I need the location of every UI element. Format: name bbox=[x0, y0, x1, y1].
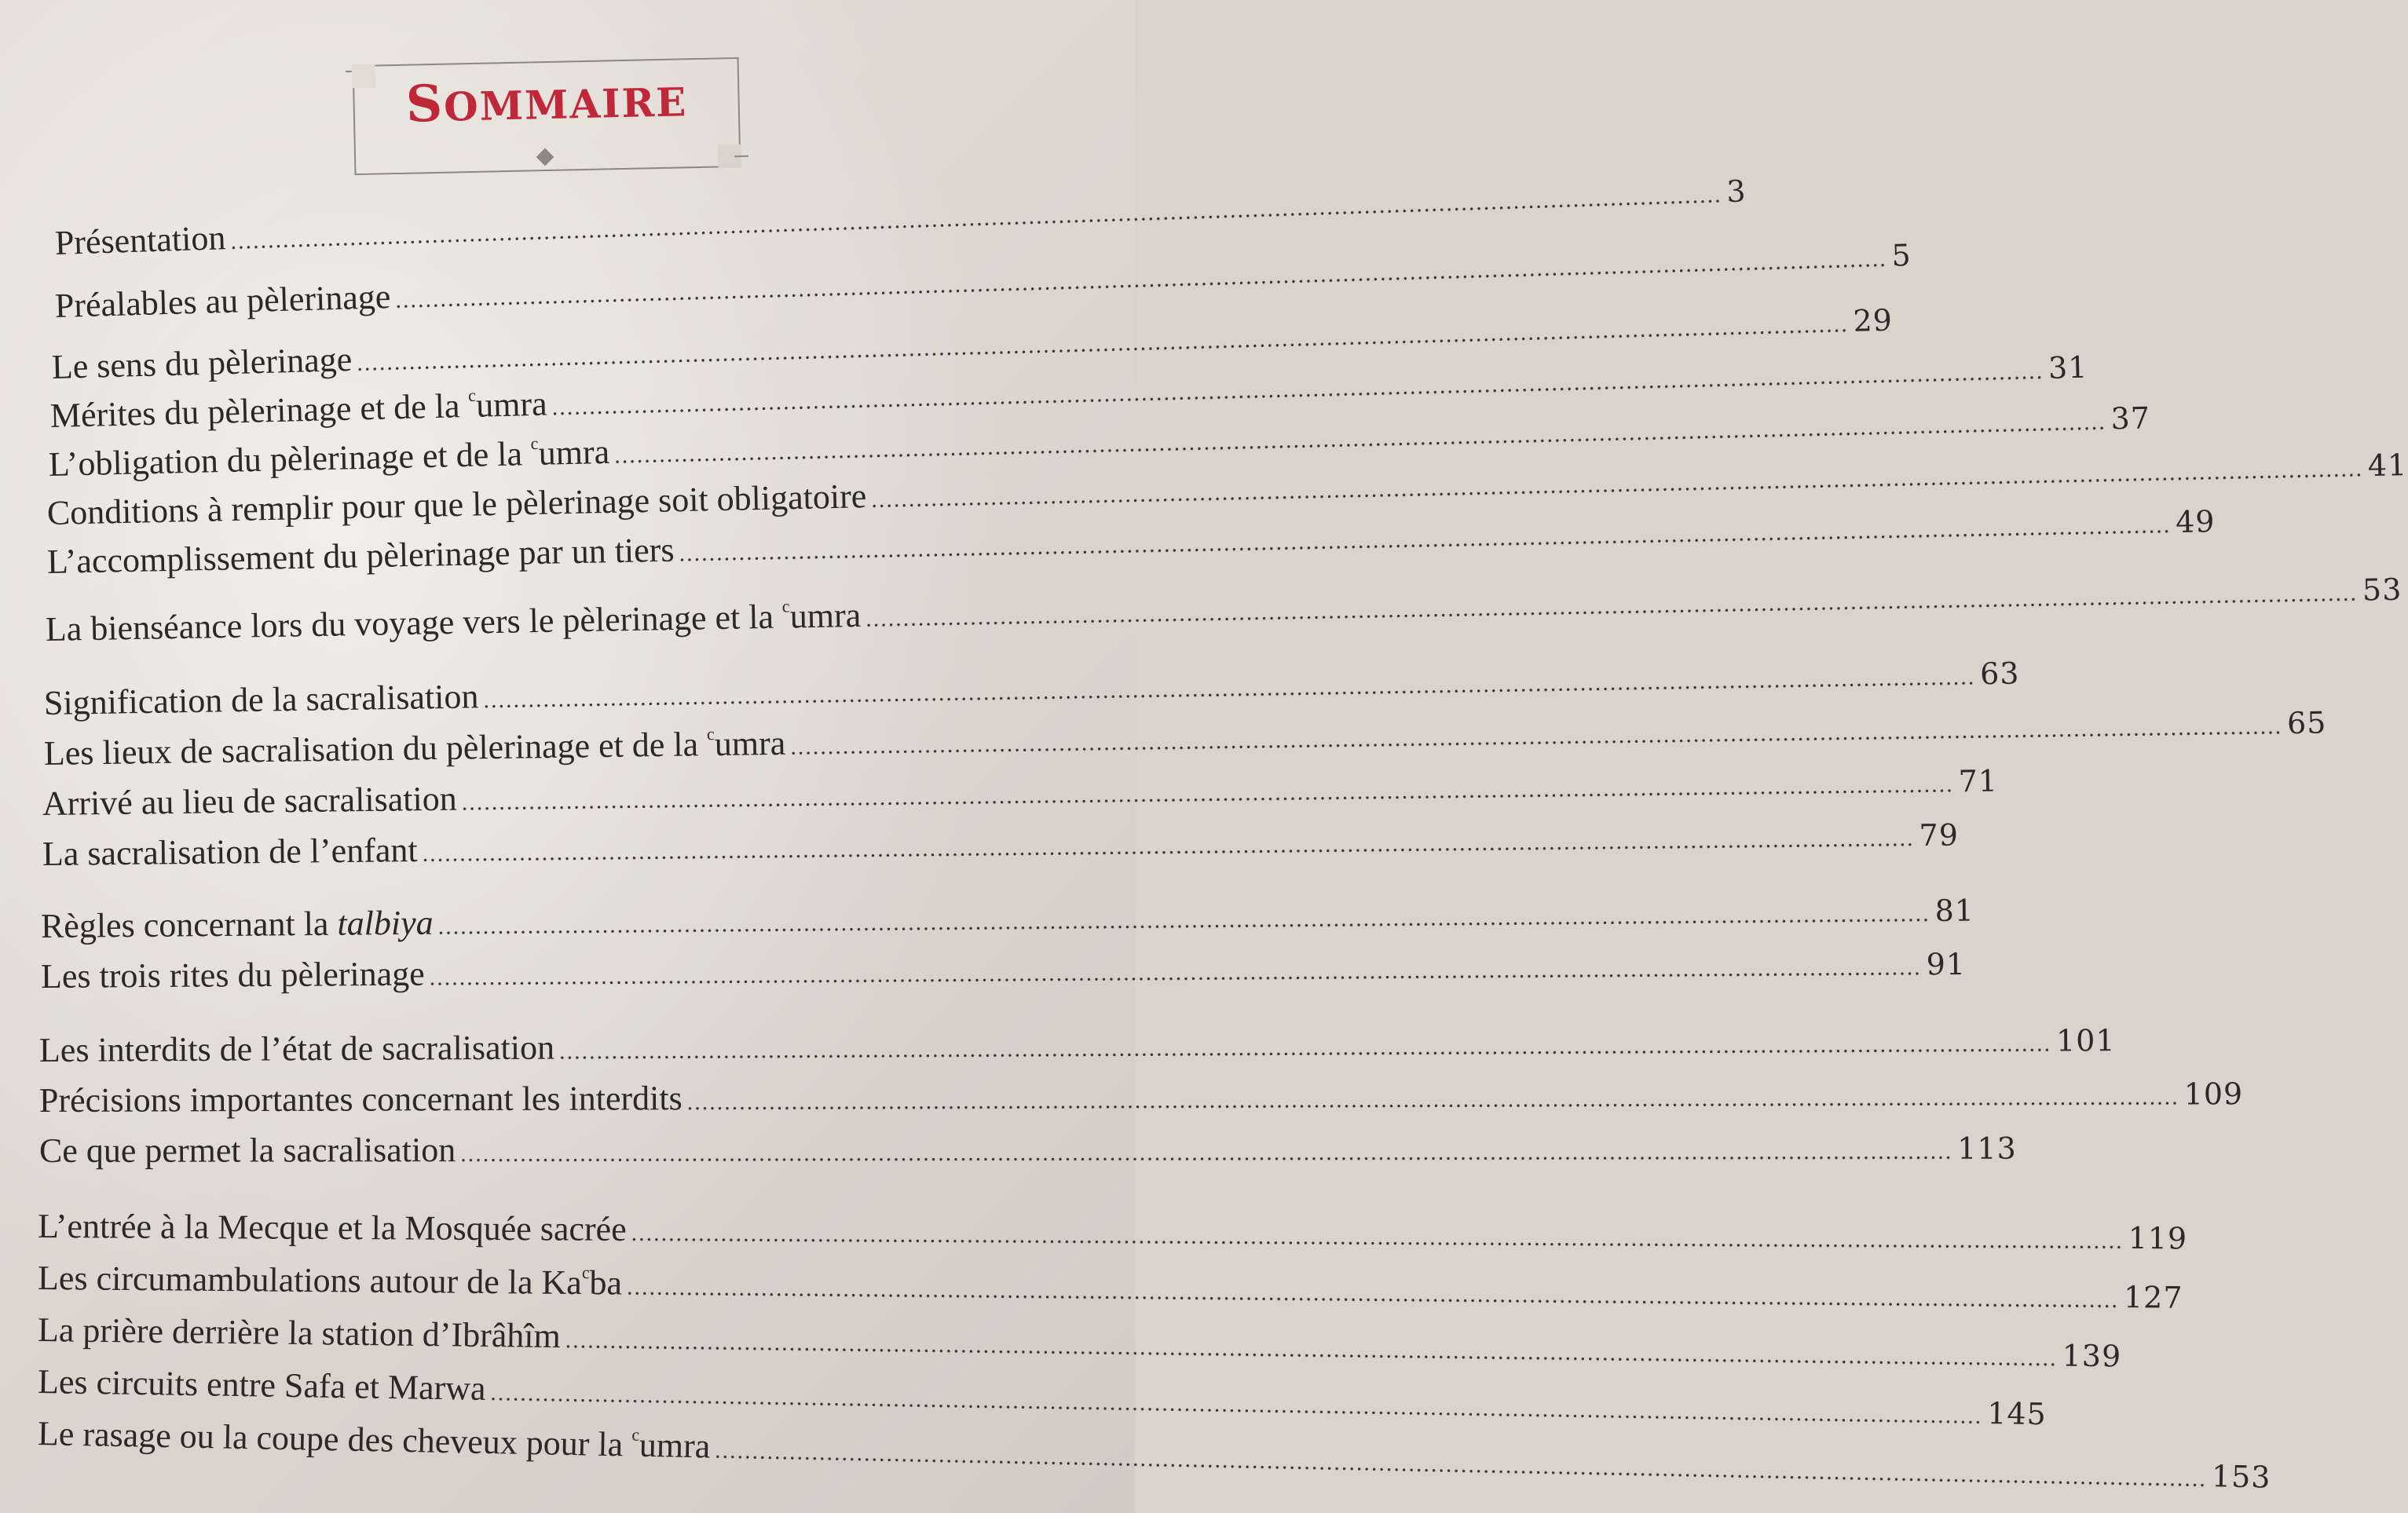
toc-entry-title bbox=[41, 954, 425, 996]
toc-entry-page-number: 79 bbox=[1919, 817, 1960, 853]
toc-entry-title-italic: talbiya bbox=[337, 903, 434, 943]
toc-entry-title-text: Les circumambulations autour de la Ka bbox=[37, 1259, 582, 1303]
toc-entry-page-number: 109 bbox=[2183, 1076, 2244, 1112]
toc-entry-title-text: Les circuits entre Safa et Marwa bbox=[37, 1362, 486, 1408]
toc-entry-page-number: 101 bbox=[2055, 1023, 2116, 1058]
toc-entry-page-number: 91 bbox=[1926, 946, 1967, 982]
toc-dot-leader: ........................................................................................................................................................................................................ bbox=[631, 1219, 2124, 1254]
title-frame-corner bbox=[734, 155, 748, 157]
toc-entry-title-text: Règles concernant la bbox=[40, 904, 338, 945]
toc-dot-leader: ........................................................................................................................................................................................................ bbox=[613, 408, 2107, 469]
toc-entry-title-text: Les interdits de l’état de sacralisation bbox=[38, 1028, 555, 1069]
toc-entry-title-text: Présentation bbox=[54, 218, 227, 262]
toc-entry-title bbox=[39, 1078, 683, 1120]
toc-dot-leader: ........................................................................................................................................................................................................ bbox=[870, 455, 2364, 513]
toc-entry-page-number: 31 bbox=[2048, 349, 2088, 386]
toc-entry bbox=[54, 174, 1747, 270]
toc-dot-leader: ........................................................................................................................................................................................................ bbox=[356, 311, 1850, 376]
toc-entry bbox=[37, 1258, 2183, 1315]
toc-entry-title-tail: umra bbox=[475, 384, 548, 425]
toc-dot-leader: ........................................................................................................................................................................................................ bbox=[679, 512, 2172, 567]
toc-entry bbox=[37, 1206, 2188, 1259]
toc-entry-title bbox=[38, 1258, 622, 1303]
toc-entry-title-tail: umra bbox=[538, 432, 610, 473]
toc-entry-page-number: 63 bbox=[1979, 656, 2020, 692]
toc-dot-leader: ........................................................................................................................................................................................................ bbox=[865, 579, 2359, 632]
toc-entry-title-text: La prière derrière la station d’Ibrâhîm bbox=[37, 1310, 562, 1356]
toc-entry-title bbox=[38, 1310, 561, 1356]
toc-entry-title bbox=[38, 1361, 486, 1409]
toc-entry-title bbox=[54, 276, 391, 326]
toc-entry-page-number: 5 bbox=[1890, 237, 1912, 273]
toc-dot-leader: ........................................................................................................................................................................................................ bbox=[565, 1327, 2058, 1372]
toc-entry-title bbox=[44, 676, 479, 723]
toc-entry-title-text: Précisions importantes concernant les interdits bbox=[38, 1079, 683, 1120]
toc-entry-title bbox=[44, 723, 786, 773]
toc-entry-title-superscript: c bbox=[781, 596, 790, 616]
toc-entry-title-superscript: c bbox=[631, 1424, 640, 1445]
toc-entry-title bbox=[41, 903, 434, 946]
toc-entry-title-superscript: c bbox=[530, 433, 539, 454]
toc-entry bbox=[40, 893, 1975, 953]
toc-entry-page-number: 41 bbox=[2367, 448, 2408, 484]
toc-dot-leader: ........................................................................................................................................................................................................ bbox=[229, 181, 1723, 254]
toc-entry-title-tail: umra bbox=[714, 723, 786, 764]
toc-entry-title-tail: umra bbox=[639, 1425, 711, 1466]
toc-entry-title bbox=[54, 217, 226, 263]
toc-dot-leader: ........................................................................................................................................................................................................ bbox=[461, 771, 1954, 816]
toc-entry-title-text: Les trois rites du pèlerinage bbox=[40, 954, 425, 996]
toc-entry-title-text: Préalables au pèlerinage bbox=[54, 277, 391, 325]
toc-entry-title bbox=[42, 779, 457, 824]
toc-entry-page-number: 3 bbox=[1725, 174, 1747, 210]
toc-dot-leader: ........................................................................................................................................................................................................ bbox=[490, 1380, 1983, 1429]
toc-entry-title-tail: umra bbox=[789, 595, 862, 636]
toc-dot-leader: ........................................................................................................................................................................................................ bbox=[394, 245, 1888, 313]
toc-entry bbox=[38, 1076, 2244, 1127]
toc-entry-page-number: 53 bbox=[2362, 572, 2403, 608]
toc-entry-title bbox=[38, 1413, 711, 1466]
toc-entry-page-number: 119 bbox=[2128, 1220, 2188, 1256]
toc-entry bbox=[38, 1129, 2017, 1178]
toc-entry-page-number: 145 bbox=[1986, 1395, 2048, 1432]
toc-entry-title-superscript: c bbox=[467, 386, 477, 406]
toc-dot-leader: ........................................................................................................................................................................................................ bbox=[422, 825, 1915, 867]
toc-entry-page-number: 113 bbox=[1957, 1131, 2017, 1166]
page-title-text: SOMMAIRE bbox=[405, 74, 688, 134]
toc-entry-title-text: Le rasage ou la coupe des cheveux pour la bbox=[37, 1414, 632, 1464]
toc-entry-title-text: Les lieux de sacralisation du pèlerinage et de la bbox=[43, 725, 708, 773]
toc-dot-leader: ........................................................................................................................................................................................................ bbox=[686, 1084, 2179, 1116]
toc-entry-title-text: Conditions à remplir pour que le pèlerinage soit obligatoire bbox=[46, 477, 867, 532]
toc-dot-leader: ........................................................................................................................................................................................................ bbox=[790, 713, 2283, 760]
toc-entry-title-text: Signification de la sacralisation bbox=[43, 677, 479, 722]
toc-entry bbox=[43, 705, 2327, 780]
page-title bbox=[353, 68, 740, 135]
toc-entry-page-number: 49 bbox=[2175, 503, 2216, 539]
toc-dot-leader: ........................................................................................................................................................................................................ bbox=[559, 1030, 2052, 1065]
toc-entry-title-text: L’accomplissement du pèlerinage par un tiers bbox=[46, 530, 675, 581]
toc-entry-title bbox=[45, 595, 861, 649]
toc-entry-title-tail: ba bbox=[589, 1263, 623, 1303]
toc-entry-title bbox=[51, 339, 353, 387]
toc-entry-title-text: Le sens du pèlerinage bbox=[51, 339, 353, 386]
toc-entry-title-superscript: c bbox=[706, 724, 715, 744]
toc-entry bbox=[45, 572, 2403, 656]
toc-entry bbox=[37, 1310, 2122, 1374]
toc-entry-page-number: 139 bbox=[2062, 1338, 2122, 1374]
toc-dot-leader: ........................................................................................................................................................................................................ bbox=[626, 1274, 2120, 1314]
toc-entry-page-number: 71 bbox=[1958, 763, 1999, 799]
toc-entry bbox=[40, 946, 1967, 1003]
toc-entry bbox=[42, 817, 1960, 881]
toc-entry-page-number: 127 bbox=[2123, 1280, 2183, 1315]
toc-entry-title bbox=[39, 1130, 456, 1171]
toc-dot-leader: ........................................................................................................................................................................................................ bbox=[429, 954, 1922, 991]
toc-entry-title bbox=[38, 1206, 627, 1249]
toc-entry bbox=[42, 763, 1999, 831]
toc-entry-title-superscript: c bbox=[581, 1263, 590, 1283]
toc-dot-leader: ........................................................................................................................................................................................................ bbox=[551, 357, 2044, 421]
toc-entry-title-text: La bienséance lors du voyage vers le pèlerinage et la bbox=[45, 597, 783, 649]
toc-dot-leader: ........................................................................................................................................................................................................ bbox=[714, 1437, 2208, 1493]
toc-entry-page-number: 81 bbox=[1934, 893, 1975, 928]
toc-entry-title bbox=[39, 1028, 554, 1070]
toc-entry-title-text: Arrivé au lieu de sacralisation bbox=[42, 779, 458, 823]
toc-entry-page-number: 37 bbox=[2110, 400, 2151, 437]
toc-entry-page-number: 29 bbox=[1852, 302, 1894, 338]
toc-entry-title-text: L’obligation du pèlerinage et de la bbox=[48, 434, 532, 484]
toc-entry-page-number: 153 bbox=[2211, 1459, 2271, 1495]
toc-dot-leader: ........................................................................................................................................................................................................ bbox=[460, 1138, 1953, 1168]
toc-entry-title-text: Mérites du pèlerinage et de la bbox=[49, 386, 470, 435]
toc-dot-leader: ........................................................................................................................................................................................................ bbox=[437, 901, 1930, 940]
toc-entry bbox=[38, 1023, 2116, 1077]
toc-entry-title bbox=[42, 830, 418, 874]
toc-entry-title-text: L’entrée à la Mecque et la Mosquée sacrée bbox=[37, 1207, 627, 1248]
toc-entry-page-number: 65 bbox=[2286, 705, 2327, 741]
toc-entry-title-text: La sacralisation de l’enfant bbox=[42, 830, 418, 873]
toc-entry-title-text: Ce que permet la sacralisation bbox=[38, 1131, 456, 1170]
toc-dot-leader: ........................................................................................................................................................................................................ bbox=[483, 663, 1976, 714]
